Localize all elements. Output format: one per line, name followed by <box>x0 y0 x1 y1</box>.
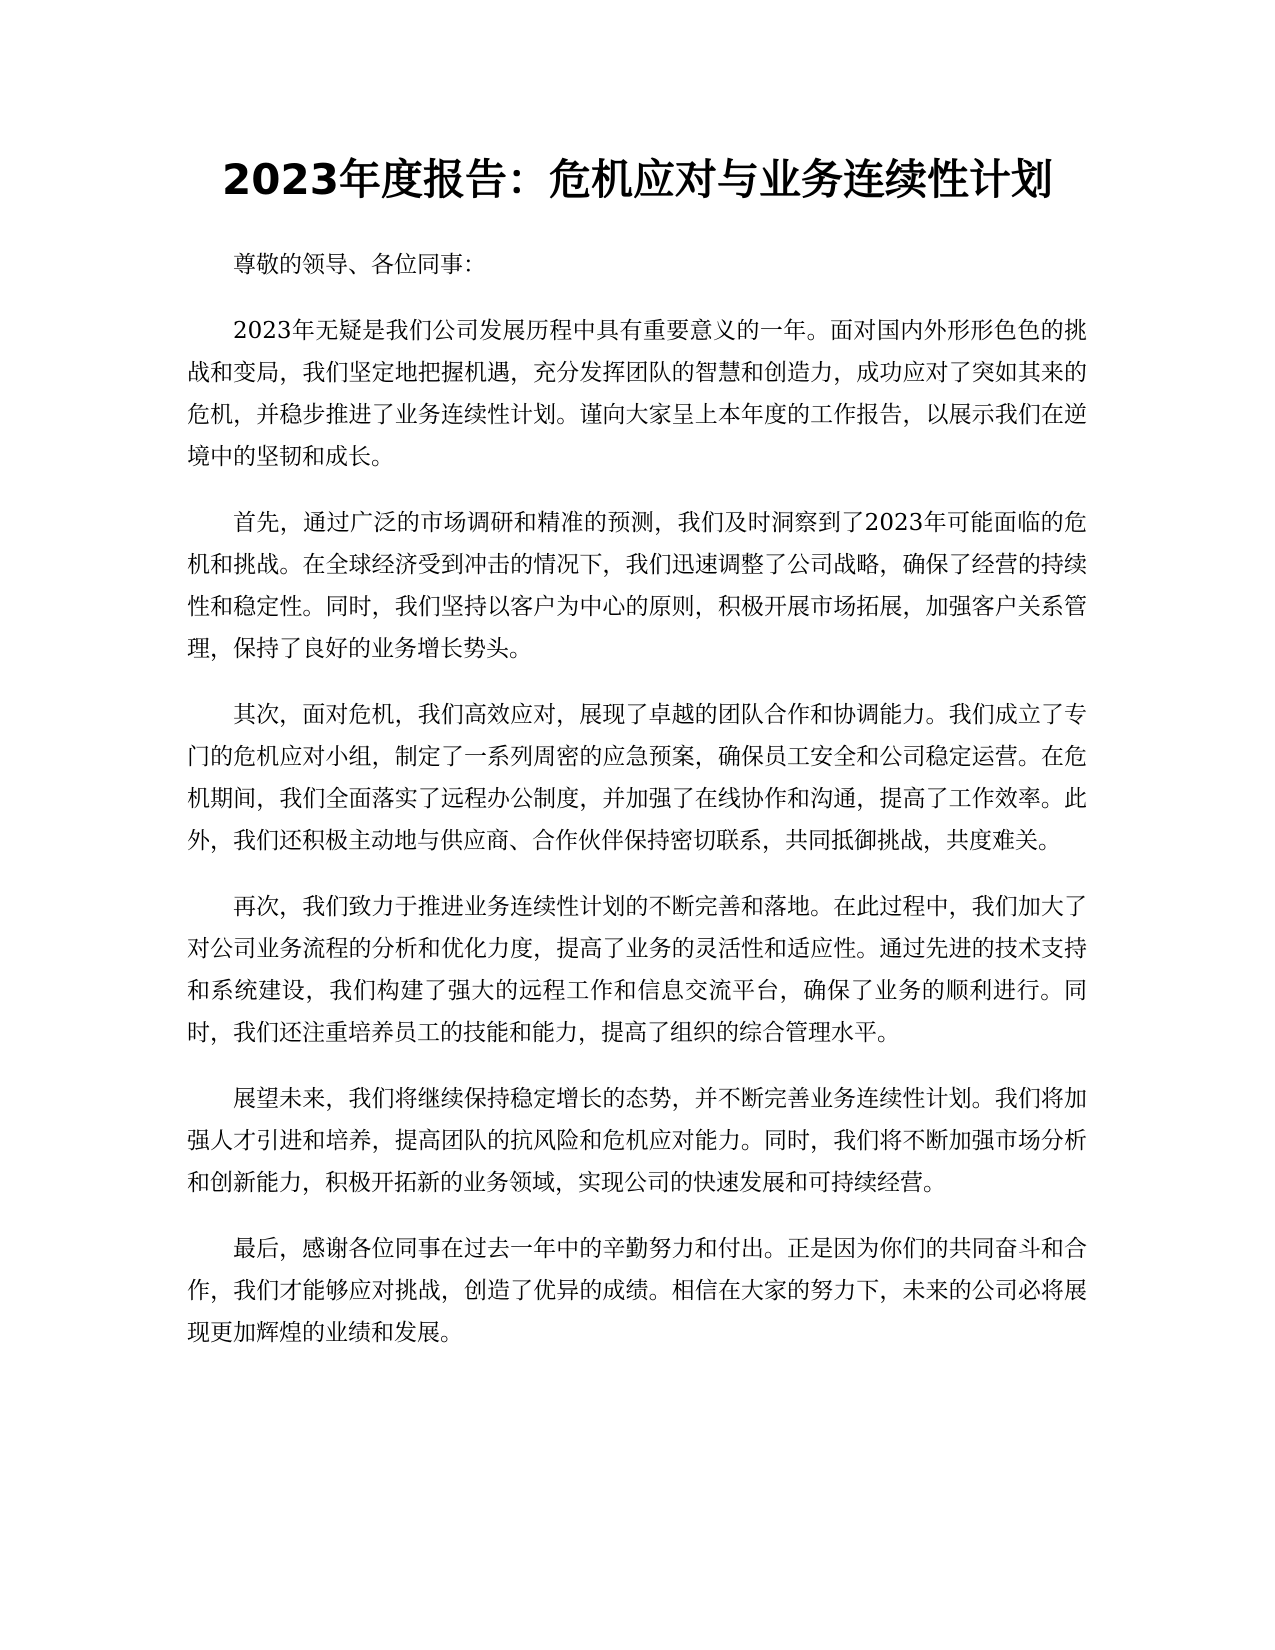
body-paragraph: 其次，面对危机，我们高效应对，展现了卓越的团队合作和协调能力。我们成立了专门的危机应对小组，制定了一系列周密的应急预案，确保员工安全和公司稳定运营。在危机期间，我们全面落实了远程办公制度，并加强了在线协作和沟通，提高了工作效率。此外，我们还积极主动地与供应商、合作伙伴保持密切联系，共同抵御挑战，共度难关。 <box>187 702 1087 854</box>
body-paragraph: 再次，我们致力于推进业务连续性计划的不断完善和落地。在此过程中，我们加大了对公司业务流程的分析和优化力度，提高了业务的灵活性和适应性。通过先进的技术支持和系统建设，我们构建了强大的远程工作和信息交流平台，确保了业务的顺利进行。同时，我们还注重培养员工的技能和能力，提高了组织的综合管理水平。 <box>187 894 1087 1046</box>
body-paragraph: 首先，通过广泛的市场调研和精准的预测，我们及时洞察到了2023年可能面临的危机和挑战。在全球经济受到冲击的情况下，我们迅速调整了公司战略，确保了经营的持续性和稳定性。同时，我们坚持以客户为中心的原则，积极开展市场拓展，加强客户关系管理，保持了良好的业务增长势头。 <box>187 510 1087 662</box>
body-paragraph: 展望未来，我们将继续保持稳定增长的态势，并不断完善业务连续性计划。我们将加强人才引进和培养，提高团队的抗风险和危机应对能力。同时，我们将不断加强市场分析和创新能力，积极开拓新的业务领域，实现公司的快速发展和可持续经营。 <box>187 1086 1087 1196</box>
closing-paragraph: 最后，感谢各位同事在过去一年中的辛勤努力和付出。正是因为你们的共同奋斗和合作，我们才能够应对挑战，创造了优异的成绩。相信在大家的努力下，未来的公司必将展现更加辉煌的业绩和发展。 <box>187 1236 1087 1346</box>
document-body <box>187 244 1087 1378</box>
document-title: 2023年度报告：危机应对与业务连续性计划 <box>222 155 1053 204</box>
salutation-paragraph: 尊敬的领导、各位同事： <box>233 252 486 278</box>
body-paragraph: 2023年无疑是我们公司发展历程中具有重要意义的一年。面对国内外形形色色的挑战和变局，我们坚定地把握机遇，充分发挥团队的智慧和创造力，成功应对了突如其来的危机，并稳步推进了业务连续性计划。谨向大家呈上本年度的工作报告，以展示我们在逆境中的坚韧和成长。 <box>187 318 1087 470</box>
